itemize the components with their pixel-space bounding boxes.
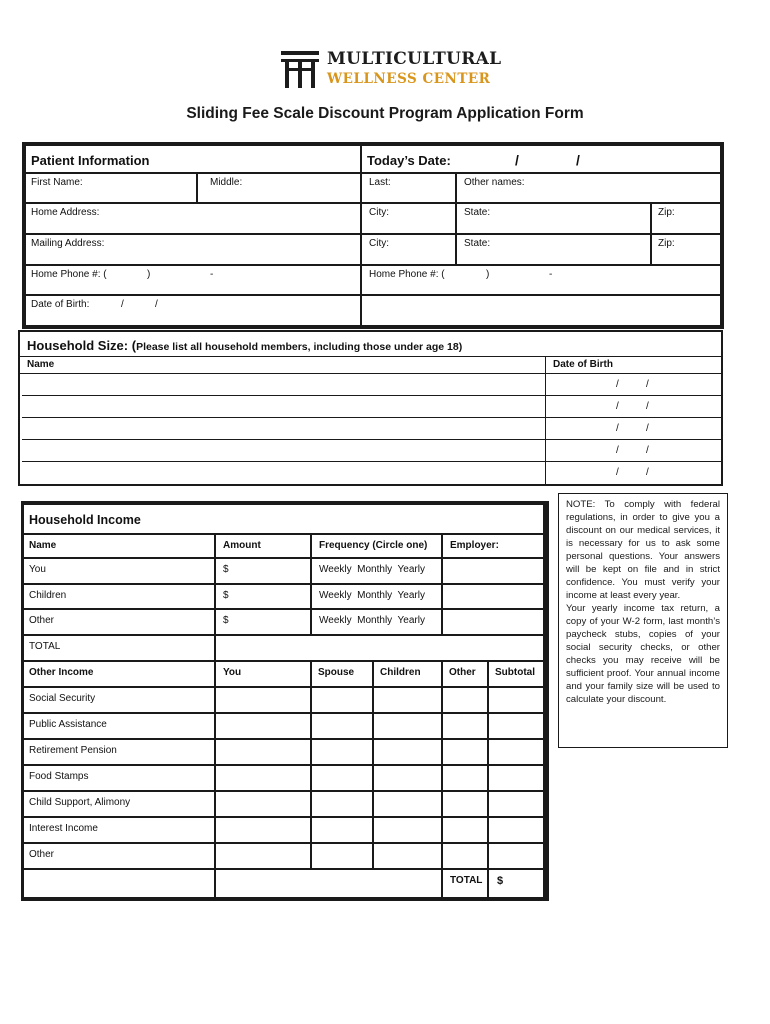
other-income-cell[interactable]: [311, 791, 373, 817]
other-income-total-blank: [215, 869, 442, 898]
household-member-row[interactable]: [22, 396, 721, 418]
other-income-row-label: Food Stamps: [23, 765, 215, 791]
household-income-heading: Household Income: [23, 504, 544, 534]
other-income-cell[interactable]: [442, 687, 488, 713]
other-income-cell[interactable]: [215, 713, 311, 739]
other-income-cell[interactable]: [373, 765, 442, 791]
dob-separator: /: [646, 379, 649, 390]
date-separator: /: [576, 152, 580, 168]
mailing-zip-field[interactable]: Zip:: [651, 234, 721, 265]
income-children-frequency-options[interactable]: Weekly Monthly Yearly: [311, 584, 442, 609]
other-income-cell[interactable]: [373, 687, 442, 713]
household-member-row[interactable]: [22, 462, 721, 484]
other-income-cell[interactable]: [311, 687, 373, 713]
other-income-cell[interactable]: [311, 765, 373, 791]
privacy-note-paragraph: NOTE: To comply with federal regulations, in order to give you a discount on our medical services, it is necessary for us to ask some personal questions. Your answers will be kept on file and in strict confidence. You must verify your income at least every year.: [566, 499, 720, 601]
income-row-you-label: You: [23, 558, 215, 584]
income-employer-column-header: Employer:: [442, 534, 544, 558]
dob-separator: /: [646, 445, 649, 456]
other-income-row-label: Public Assistance: [23, 713, 215, 739]
date-of-birth-label: Date of Birth:: [31, 299, 90, 310]
home-address-field[interactable]: Home Address:: [25, 203, 361, 234]
other-income-row-label: Retirement Pension: [23, 739, 215, 765]
mailing-city-field[interactable]: City:: [361, 234, 456, 265]
other-income-cell[interactable]: [215, 843, 311, 869]
other-income-cell[interactable]: [442, 791, 488, 817]
other-income-total-blank: [23, 869, 215, 898]
middle-name-field[interactable]: Middle:: [197, 173, 361, 203]
blank-field: [361, 295, 721, 326]
other-income-cell[interactable]: [373, 817, 442, 843]
dob-separator: /: [616, 445, 619, 456]
income-total-label: TOTAL: [23, 635, 215, 661]
other-income-cell[interactable]: [442, 843, 488, 869]
other-income-total-field[interactable]: $: [488, 869, 544, 898]
dob-separator: /: [616, 423, 619, 434]
other-income-cell[interactable]: [442, 765, 488, 791]
household-size-heading: Household Size: (: [27, 338, 137, 353]
dob-separator: /: [616, 401, 619, 412]
income-total-field[interactable]: [215, 635, 544, 661]
first-name-field[interactable]: First Name:: [25, 173, 197, 203]
other-income-cell[interactable]: [215, 687, 311, 713]
phone-close-paren: ): [486, 269, 490, 280]
mailing-state-field[interactable]: State:: [456, 234, 651, 265]
other-income-cell[interactable]: [488, 687, 544, 713]
other-income-cell[interactable]: [311, 739, 373, 765]
home-city-field[interactable]: City:: [361, 203, 456, 234]
phone-dash: -: [210, 269, 214, 280]
household-size-header: [20, 332, 721, 357]
other-income-spouse-column-header: Spouse: [311, 661, 373, 687]
other-income-row-label: Child Support, Alimony: [23, 791, 215, 817]
other-income-total-label: TOTAL: [442, 869, 488, 898]
other-income-row-label: Other: [23, 843, 215, 869]
household-dob-column-header: Date of Birth: [553, 359, 613, 370]
household-name-column-header: Name: [27, 359, 55, 370]
other-income-cell[interactable]: [373, 713, 442, 739]
dob-separator: /: [155, 299, 158, 310]
other-income-row-label: Social Security: [23, 687, 215, 713]
income-you-amount-field[interactable]: $: [215, 558, 311, 584]
income-you-employer-field[interactable]: [442, 558, 544, 584]
income-you-frequency-options[interactable]: Weekly Monthly Yearly: [311, 558, 442, 584]
other-income-cell[interactable]: [488, 791, 544, 817]
income-children-amount-field[interactable]: $: [215, 584, 311, 609]
privacy-note: [558, 493, 728, 748]
other-income-cell[interactable]: [488, 817, 544, 843]
other-income-other-column-header: Other: [442, 661, 488, 687]
income-name-column-header: Name: [23, 534, 215, 558]
dob-separator: /: [646, 401, 649, 412]
other-income-cell[interactable]: [373, 791, 442, 817]
mailing-address-field[interactable]: Mailing Address:: [25, 234, 361, 265]
todays-date-label: Today’s Date:: [367, 153, 451, 168]
phone-close-paren: ): [147, 269, 151, 280]
other-income-cell[interactable]: [311, 713, 373, 739]
mwc-logo-icon: [280, 50, 320, 90]
other-income-cell[interactable]: [488, 739, 544, 765]
other-income-subtotal-column-header: Subtotal: [488, 661, 544, 687]
other-income-cell[interactable]: [215, 791, 311, 817]
income-row-children-label: Children: [23, 584, 215, 609]
other-income-cell[interactable]: [488, 713, 544, 739]
other-income-you-column-header: You: [215, 661, 311, 687]
home-phone-field[interactable]: [25, 265, 361, 295]
other-income-column-header: Other Income: [23, 661, 215, 687]
other-income-cell[interactable]: [215, 817, 311, 843]
other-income-cell[interactable]: [373, 739, 442, 765]
other-income-row-label: Interest Income: [23, 817, 215, 843]
form-title: Sliding Fee Scale Discount Program Application Form: [186, 105, 584, 122]
other-names-field[interactable]: Other names:: [456, 173, 721, 203]
household-member-row[interactable]: [22, 440, 721, 462]
household-column-headers: [20, 357, 721, 374]
other-income-cell[interactable]: [488, 765, 544, 791]
other-income-cell[interactable]: [488, 843, 544, 869]
dob-separator: /: [646, 467, 649, 478]
patient-information-heading: Patient Information: [25, 145, 361, 173]
logo-text-line2: WELLNESS CENTER: [327, 71, 491, 87]
organization-logo: [278, 48, 518, 92]
other-income-cell[interactable]: [373, 843, 442, 869]
income-row-other-label: Other: [23, 609, 215, 635]
household-member-row[interactable]: [22, 374, 721, 396]
phone-dash: -: [549, 269, 553, 280]
dob-separator: /: [616, 379, 619, 390]
other-income-cell[interactable]: [311, 817, 373, 843]
dob-separator: /: [646, 423, 649, 434]
income-frequency-column-header: Frequency (Circle one): [311, 534, 442, 558]
date-of-birth-field[interactable]: [25, 295, 361, 326]
household-member-row[interactable]: [22, 418, 721, 440]
last-name-field[interactable]: Last:: [361, 173, 456, 203]
privacy-note-paragraph: Your yearly income tax return, a copy of your W-2 form, last month’s paycheck stubs, copies of your social security checks, or other checks you may receive will be sufficient proof. Your annual income and your family size will be used to calculate your discount.: [566, 603, 720, 705]
income-amount-column-header: Amount: [215, 534, 311, 558]
todays-date-field[interactable]: [361, 145, 721, 173]
home-phone-label: Home Phone #: (: [369, 269, 445, 280]
other-income-cell[interactable]: [311, 843, 373, 869]
other-income-children-column-header: Children: [373, 661, 442, 687]
household-size-instructions: Please list all household members, including those under age 18): [136, 341, 463, 353]
other-income-cell[interactable]: [442, 817, 488, 843]
dob-separator: /: [121, 299, 124, 310]
income-other-employer-field[interactable]: [442, 609, 544, 635]
income-other-frequency-options[interactable]: Weekly Monthly Yearly: [311, 609, 442, 635]
logo-text-line1: MULTICULTURAL: [327, 49, 502, 69]
income-children-employer-field[interactable]: [442, 584, 544, 609]
date-separator: /: [515, 152, 519, 168]
home-state-field[interactable]: State:: [456, 203, 651, 234]
income-other-amount-field[interactable]: $: [215, 609, 311, 635]
other-income-cell[interactable]: [442, 739, 488, 765]
home-zip-field[interactable]: Zip:: [651, 203, 721, 234]
other-income-cell[interactable]: [215, 739, 311, 765]
other-income-cell[interactable]: [442, 713, 488, 739]
home-phone-label: Home Phone #: (: [31, 269, 107, 280]
home-phone-field-2[interactable]: [361, 265, 721, 295]
other-income-cell[interactable]: [215, 765, 311, 791]
dob-separator: /: [616, 467, 619, 478]
